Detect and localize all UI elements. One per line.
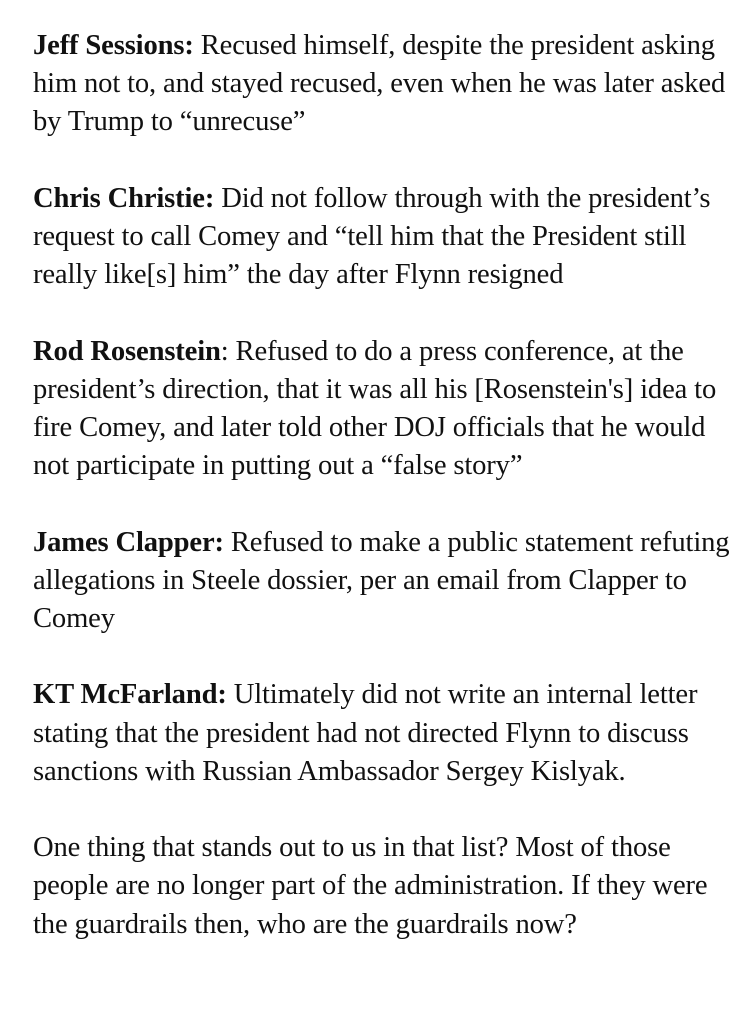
entry-name: Jeff Sessions: [33, 30, 194, 61]
entry-chris-christie [33, 180, 733, 295]
entry-text: : Refused to do a press conference, at the president’s direction, that it was all his [Rosenstein's] idea to fire Comey, and later told other DOJ officials that he would not participate in putting out a “false story” [33, 335, 717, 482]
entry-name: Rod Rosenstein [33, 335, 221, 367]
entry-jeff-sessions [33, 27, 733, 142]
entry-kt-mcfarland [33, 676, 733, 791]
document-body [33, 27, 733, 944]
entry-name: KT McFarland: [33, 679, 227, 711]
closing-paragraph: One thing that stands out to us in that list? Most of those people are no longer part of the administration. If they were the guardrails then, who are the guardrails now? [33, 832, 708, 940]
entry-james-clapper [33, 524, 733, 639]
entry-text: Refused to make a public statement refuting allegations in Steele dossier, per an email from Clapper to Comey [33, 526, 730, 634]
entry-text: Did not follow through with the president’s request to call Comey and “tell him that the President still really like[s] him” the day after Flynn resigned [33, 182, 711, 291]
entry-rod-rosenstein [33, 333, 733, 486]
entry-name: James Clapper: [33, 526, 224, 558]
entry-name: Chris Christie: [33, 182, 215, 214]
entry-text: Recused himself, despite the president asking him not to, and stayed recused, even when he was later asked by Trump to “unrecuse” [33, 30, 726, 138]
entry-text: Ultimately did not write an internal letter stating that the president had not directed Flynn to discuss sanctions with Russian Ambassador Sergey Kislyak. [33, 679, 698, 787]
